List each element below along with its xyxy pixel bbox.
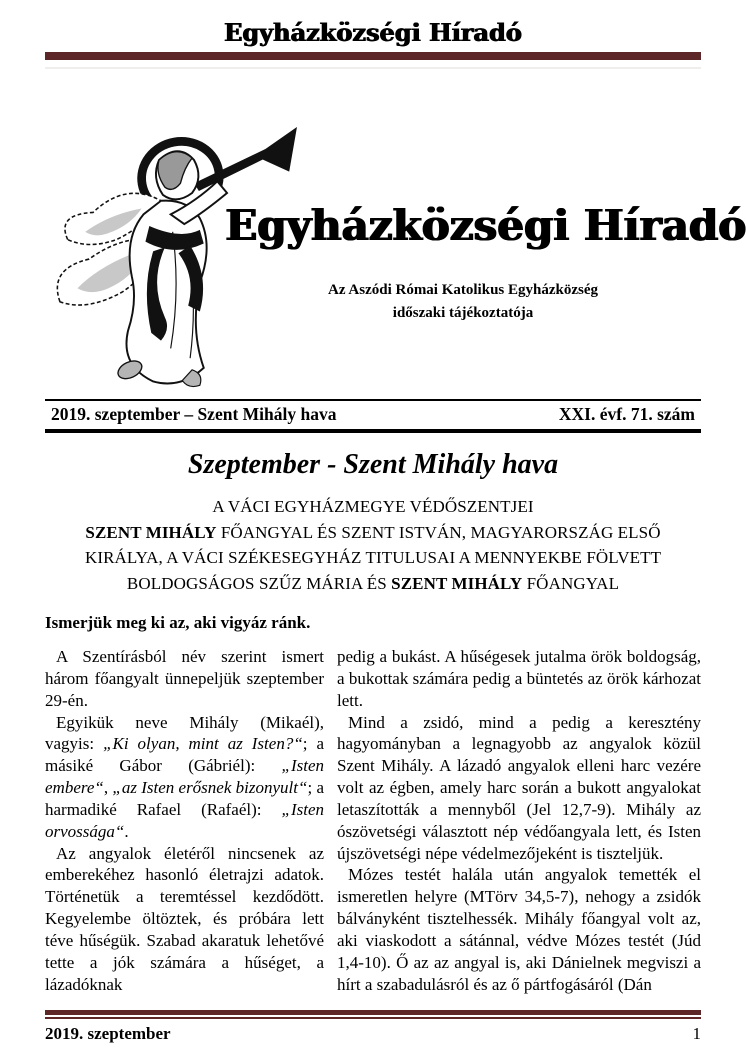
lead-line [45, 571, 701, 597]
header-rule-thick [45, 52, 701, 60]
newsletter-title: Egyházközségi Híradó [225, 201, 746, 250]
footer-page-number: 1 [692, 1024, 701, 1043]
body-column-right [337, 646, 701, 996]
text-segment: „Isten orvossága“ [45, 799, 324, 841]
text-segment: A VÁCI EGYHÁZMEGYE VÉDŐSZENTJEI [212, 497, 534, 516]
text-segment: Az angyalok életéről nincsenek az emberekéhez hasonló életrajzi adatok. Történetük a teremtéssel kezdődött. Kegyelembe öltöztek, és próbára lett téve hűségük. Szabad akaratuk lehetővé tette a jók számára a hűséget, a lázadóknak [45, 843, 324, 994]
text-segment: Mind a zsidó, mind a pedig a keresztény hagyományban a legnagyobb az angyalok közül Szent Mihály. A lázadó angyalok elleni harc vezére volt az égben, amely harc során a bukott angyalokat letaszították a mennyből (Jel 12,7-9). Mihály az ószövetségi választott nép védőangyala lett, és Isten újszövetségi népe védelmezőjeként is tiszteljük. [337, 712, 701, 863]
masthead-banner [45, 125, 746, 397]
text-segment: ; a másiké Gábor (Gábriél): [45, 734, 325, 776]
body-column-left [45, 646, 324, 996]
body-paragraph [337, 712, 701, 865]
lead-line [45, 520, 701, 546]
text-segment: KIRÁLYA, A VÁCI SZÉKESEGYHÁZ TITULUSAI A MENNYEKBE FÖLVETT [84, 548, 662, 567]
header-rule-faint [45, 67, 701, 69]
text-segment: „Isten embere“ [45, 756, 324, 798]
text-segment: , [103, 778, 113, 798]
text-segment: FŐANGYAL ÉS SZENT ISTVÁN, MAGYARORSZÁG ELSŐ [216, 522, 661, 542]
body-paragraph [337, 864, 701, 995]
body-paragraph [337, 646, 701, 712]
text-segment: „Ki olyan, mint az Isten?“ [103, 734, 303, 754]
text-segment: A Szentírásból név szerint ismert három főangyalt ünnepeljük szeptember 29-én. [45, 647, 324, 710]
footer-rule-thin [45, 1017, 701, 1019]
text-segment: Mózes testét halála után angyalok temették el ismeretlen helyre (MTörv 34,5-7), nehogy a zsidók bálványként tisztelhessék. Mihály főangyal volt az, aki viaskodott a sátánnal, védve Mózes testét (Júd 1,4-10). Ő az az angyal is, aki Dánielnek megviszi a hírt a szabadulásról és az ő pártfogásáról (Dán [337, 865, 701, 994]
section-heading: Ismerjük meg ki az, aki vigyáz ránk. [45, 613, 311, 632]
subtitle-line-2: időszaki tájékoztatója [392, 304, 534, 321]
running-title: Egyházközségi Híradó [224, 18, 522, 47]
dateline-issue-month: 2019. szeptember – Szent Mihály hava [51, 404, 337, 424]
dateline-bar [45, 399, 701, 433]
text-segment: FŐANGYAL [522, 573, 620, 593]
body-paragraph [45, 646, 324, 712]
dateline-issue-number: XXI. évf. 71. szám [558, 404, 695, 424]
body-paragraph [45, 843, 324, 996]
text-segment: „az Isten erősnek bizonyult“ [112, 778, 308, 798]
banner-titles [225, 125, 746, 324]
text-segment: ; a harmadiké Rafael (Rafaél): [45, 778, 324, 819]
article-title: Szeptember - Szent Mihály hava [187, 449, 559, 480]
lead-line [45, 494, 701, 520]
newsletter-subtitle [225, 279, 701, 324]
lead-line [45, 545, 701, 571]
footer-rule-thick [45, 1010, 701, 1015]
text-segment: . [124, 821, 129, 841]
footer-issue-month: 2019. szeptember [45, 1024, 171, 1043]
text-segment: pedig a bukást. A hűségesek jutalma örök boldogság, a bukottak számára pedig a büntetés az örök kárhozat lett. [337, 647, 701, 710]
text-segment: SZENT MIHÁLY [85, 522, 217, 542]
lead-paragraph [45, 494, 701, 596]
page-footer [45, 1010, 701, 1044]
text-segment: SZENT MIHÁLY [391, 573, 523, 593]
text-segment: Egyikük neve Mihály (Mikaél), vagyis: [45, 712, 324, 754]
body-columns [45, 646, 701, 996]
text-segment: BOLDOGSÁGOS SZŰZ MÁRIA ÉS [126, 573, 392, 593]
subtitle-line-1: Az Aszódi Római Katolikus Egyházközség [327, 282, 598, 299]
body-paragraph [45, 712, 324, 843]
